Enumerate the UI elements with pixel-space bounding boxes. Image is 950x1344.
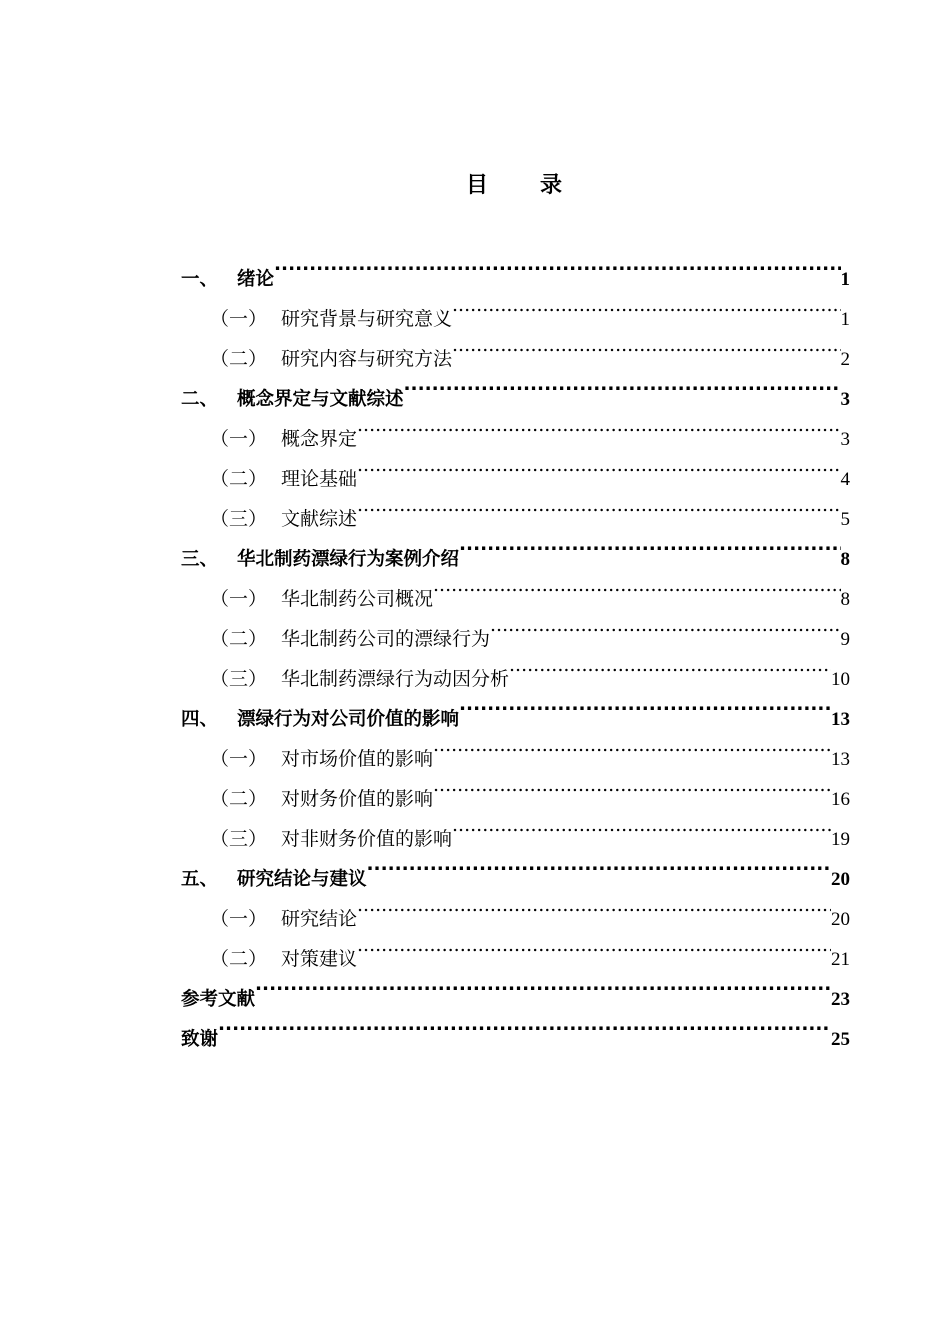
toc-dot-leader bbox=[357, 885, 831, 925]
toc-page-number: 20 bbox=[831, 869, 850, 890]
toc-dot-leader bbox=[433, 565, 840, 605]
table-of-contents bbox=[181, 245, 850, 1050]
toc-dot-leader bbox=[490, 605, 840, 645]
toc-page-number: 2 bbox=[840, 349, 850, 370]
toc-entry-label: 理论基础 bbox=[281, 468, 358, 490]
toc-dot-leader bbox=[459, 525, 840, 565]
toc-page-number: 19 bbox=[831, 829, 850, 850]
toc-dot-leader bbox=[433, 765, 831, 805]
toc-dot-leader bbox=[452, 325, 840, 365]
toc-page-number: 8 bbox=[840, 549, 850, 570]
toc-dot-leader bbox=[255, 965, 831, 1005]
toc-entry-number: （一） bbox=[210, 428, 268, 450]
toc-entry-label: 对财务价值的影响 bbox=[281, 788, 434, 810]
toc-section-entry[interactable] bbox=[181, 285, 850, 330]
toc-entry-label: 研究结论 bbox=[281, 908, 358, 930]
toc-entry-label: 文献综述 bbox=[281, 508, 358, 530]
page-title bbox=[0, 168, 950, 199]
toc-chapter-entry[interactable] bbox=[181, 1005, 850, 1050]
toc-chapter-entry[interactable] bbox=[181, 245, 850, 290]
toc-entry-number: （一） bbox=[210, 588, 268, 610]
toc-dot-leader bbox=[452, 285, 840, 325]
toc-entry-number: 三、 bbox=[181, 549, 219, 570]
toc-entry-label: 华北制药公司的漂绿行为 bbox=[281, 628, 491, 650]
toc-entry-label: 参考文献 bbox=[181, 989, 256, 1010]
toc-entry-number: （一） bbox=[210, 748, 268, 770]
toc-entry-number: （二） bbox=[210, 788, 268, 810]
toc-dot-leader bbox=[357, 485, 840, 525]
toc-entry-number: 二、 bbox=[181, 389, 219, 410]
toc-dot-leader bbox=[404, 365, 841, 405]
toc-page-number: 16 bbox=[831, 789, 850, 810]
toc-page-number: 13 bbox=[831, 709, 850, 730]
toc-page-number: 3 bbox=[840, 389, 850, 410]
toc-entry-label: 概念界定与文献综述 bbox=[237, 389, 404, 410]
toc-dot-leader bbox=[367, 845, 831, 885]
toc-page-number: 8 bbox=[840, 589, 850, 610]
toc-entry-label: 研究结论与建议 bbox=[237, 869, 367, 890]
toc-entry-number: （一） bbox=[210, 908, 268, 930]
toc-page-number: 5 bbox=[840, 509, 850, 530]
toc-entry-label: 概念界定 bbox=[281, 428, 358, 450]
toc-entry-label: 对策建议 bbox=[281, 948, 358, 970]
toc-page-number: 1 bbox=[840, 309, 850, 330]
toc-page-number: 1 bbox=[840, 269, 850, 290]
toc-entry-label: 对非财务价值的影响 bbox=[281, 828, 453, 850]
toc-entry-number: （二） bbox=[210, 348, 268, 370]
toc-entry-label: 致谢 bbox=[181, 1029, 219, 1050]
toc-page-number: 3 bbox=[840, 429, 850, 450]
toc-entry-number: 五、 bbox=[181, 869, 219, 890]
toc-entry-label: 研究背景与研究意义 bbox=[281, 308, 453, 330]
toc-page-number: 13 bbox=[831, 749, 850, 770]
title-char-2: 录 bbox=[540, 173, 563, 198]
toc-entry-number: 四、 bbox=[181, 709, 219, 730]
toc-entry-label: 漂绿行为对公司价值的影响 bbox=[237, 709, 460, 730]
title-char-1: 目 bbox=[465, 173, 488, 198]
toc-dot-leader bbox=[357, 445, 840, 485]
toc-entry-number: （二） bbox=[210, 948, 268, 970]
toc-dot-leader bbox=[433, 725, 831, 765]
toc-dot-leader bbox=[452, 805, 831, 845]
toc-page-number: 21 bbox=[831, 949, 850, 970]
toc-entry-number: （三） bbox=[210, 668, 268, 690]
toc-entry-label: 华北制药漂绿行为案例介绍 bbox=[237, 549, 460, 570]
toc-dot-leader bbox=[459, 685, 831, 725]
toc-entry-number: 一、 bbox=[181, 269, 219, 290]
toc-entry-number: （二） bbox=[210, 468, 268, 490]
toc-page-number: 25 bbox=[831, 1029, 850, 1050]
toc-entry-number: （二） bbox=[210, 628, 268, 650]
toc-entry-label: 华北制药漂绿行为动因分析 bbox=[281, 668, 510, 690]
toc-entry-label: 华北制药公司概况 bbox=[281, 588, 434, 610]
toc-entry-label: 对市场价值的影响 bbox=[281, 748, 434, 770]
toc-dot-leader bbox=[357, 925, 831, 965]
toc-chapter-entry[interactable] bbox=[181, 965, 850, 1010]
toc-page-number: 23 bbox=[831, 989, 850, 1010]
toc-dot-leader bbox=[357, 405, 840, 445]
toc-page-number: 4 bbox=[840, 469, 850, 490]
toc-entry-number: （三） bbox=[210, 828, 268, 850]
toc-page-number: 9 bbox=[840, 629, 850, 650]
toc-page-number: 10 bbox=[831, 669, 850, 690]
toc-entry-label: 研究内容与研究方法 bbox=[281, 348, 453, 370]
toc-dot-leader bbox=[218, 1005, 831, 1045]
toc-entry-number: （三） bbox=[210, 508, 268, 530]
toc-dot-leader bbox=[509, 645, 831, 685]
toc-page-number: 20 bbox=[831, 909, 850, 930]
toc-entry-label: 绪论 bbox=[237, 269, 275, 290]
toc-entry-number: （一） bbox=[210, 308, 268, 330]
toc-dot-leader bbox=[274, 245, 840, 285]
